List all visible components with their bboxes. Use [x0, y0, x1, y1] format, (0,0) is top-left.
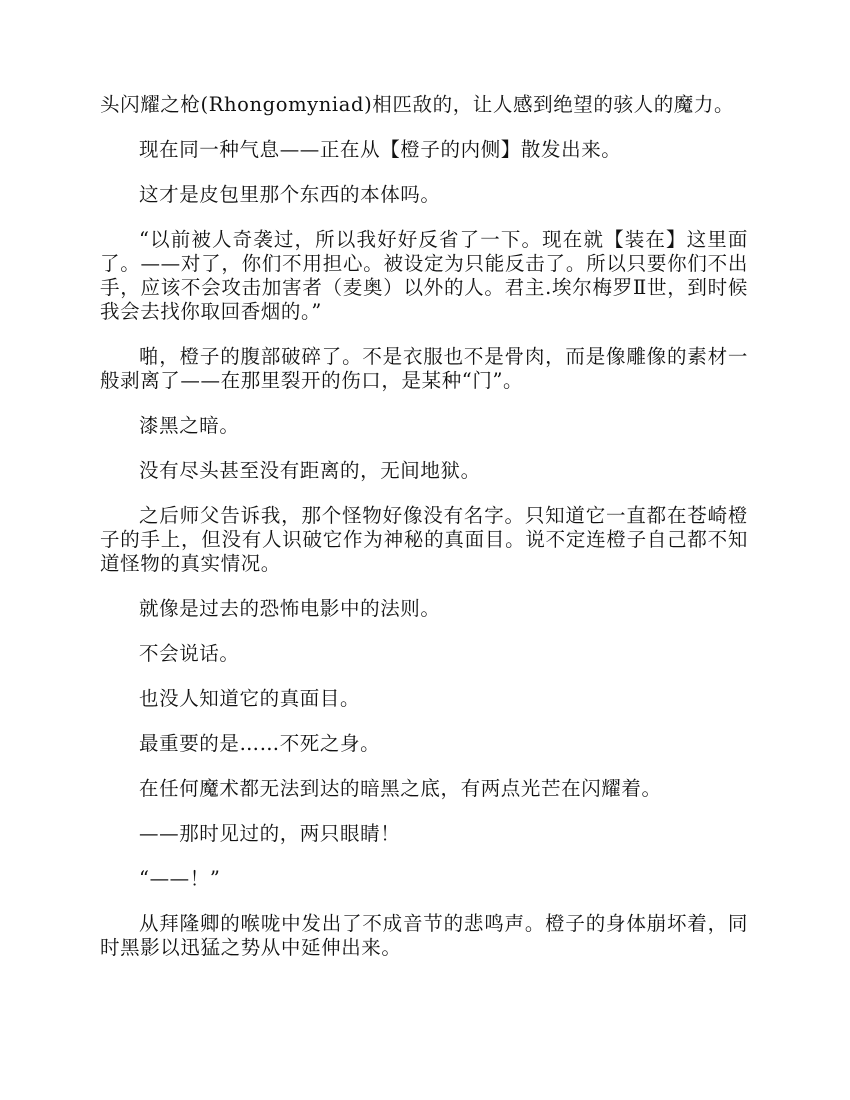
paragraph: “——！” — [139, 867, 221, 890]
paragraph: “以前被人奇袭过，所以我好好反省了一下。现在就【装在】这里面了。——对了，你们不用担心。被设定为只能反击了。所以只要你们不出手，应该不会攻击加害者（麦奥）以外的人。君主.埃尔梅罗Ⅱ世，到时候我会去找你取回香烟的。” — [100, 228, 748, 323]
paragraph: 这才是皮包里那个东西的本体吗。 — [139, 183, 441, 206]
paragraph: 没有尽头甚至没有距离的，无间地狱。 — [139, 459, 481, 482]
paragraph: ——那时见过的，两只眼睛！ — [139, 822, 401, 845]
paragraph: 头闪耀之枪(Rhongomyniad)相匹敌的，让人感到绝望的骇人的魔力。 — [100, 93, 735, 116]
document-page — [100, 93, 748, 981]
paragraph: 也没人知道它的真面目。 — [139, 687, 361, 710]
paragraph: 之后师父告诉我，那个怪物好像没有名字。只知道它一直都在苍崎橙子的手上，但没有人识破它作为神秘的真面目。说不定连橙子自己都不知道怪物的真实情况。 — [100, 504, 748, 575]
paragraph: 就像是过去的恐怖电影中的法则。 — [139, 597, 441, 620]
paragraph: 不会说话。 — [139, 642, 240, 665]
paragraph: 现在同一种气息——正在从【橙子的内侧】散发出来。 — [139, 138, 622, 161]
paragraph: 在任何魔术都无法到达的暗黑之底，有两点光芒在闪耀着。 — [139, 777, 662, 800]
paragraph: 从拜隆卿的喉咙中发出了不成音节的悲鸣声。橙子的身体崩坏着，同时黑影以迅猛之势从中延伸出来。 — [100, 912, 748, 959]
paragraph: 漆黑之暗。 — [139, 414, 240, 437]
paragraph: 啪，橙子的腹部破碎了。不是衣服也不是骨肉，而是像雕像的素材一般剥离了——在那里裂开的伤口，是某种“门”。 — [100, 345, 748, 392]
paragraph: 最重要的是……不死之身。 — [139, 732, 381, 755]
